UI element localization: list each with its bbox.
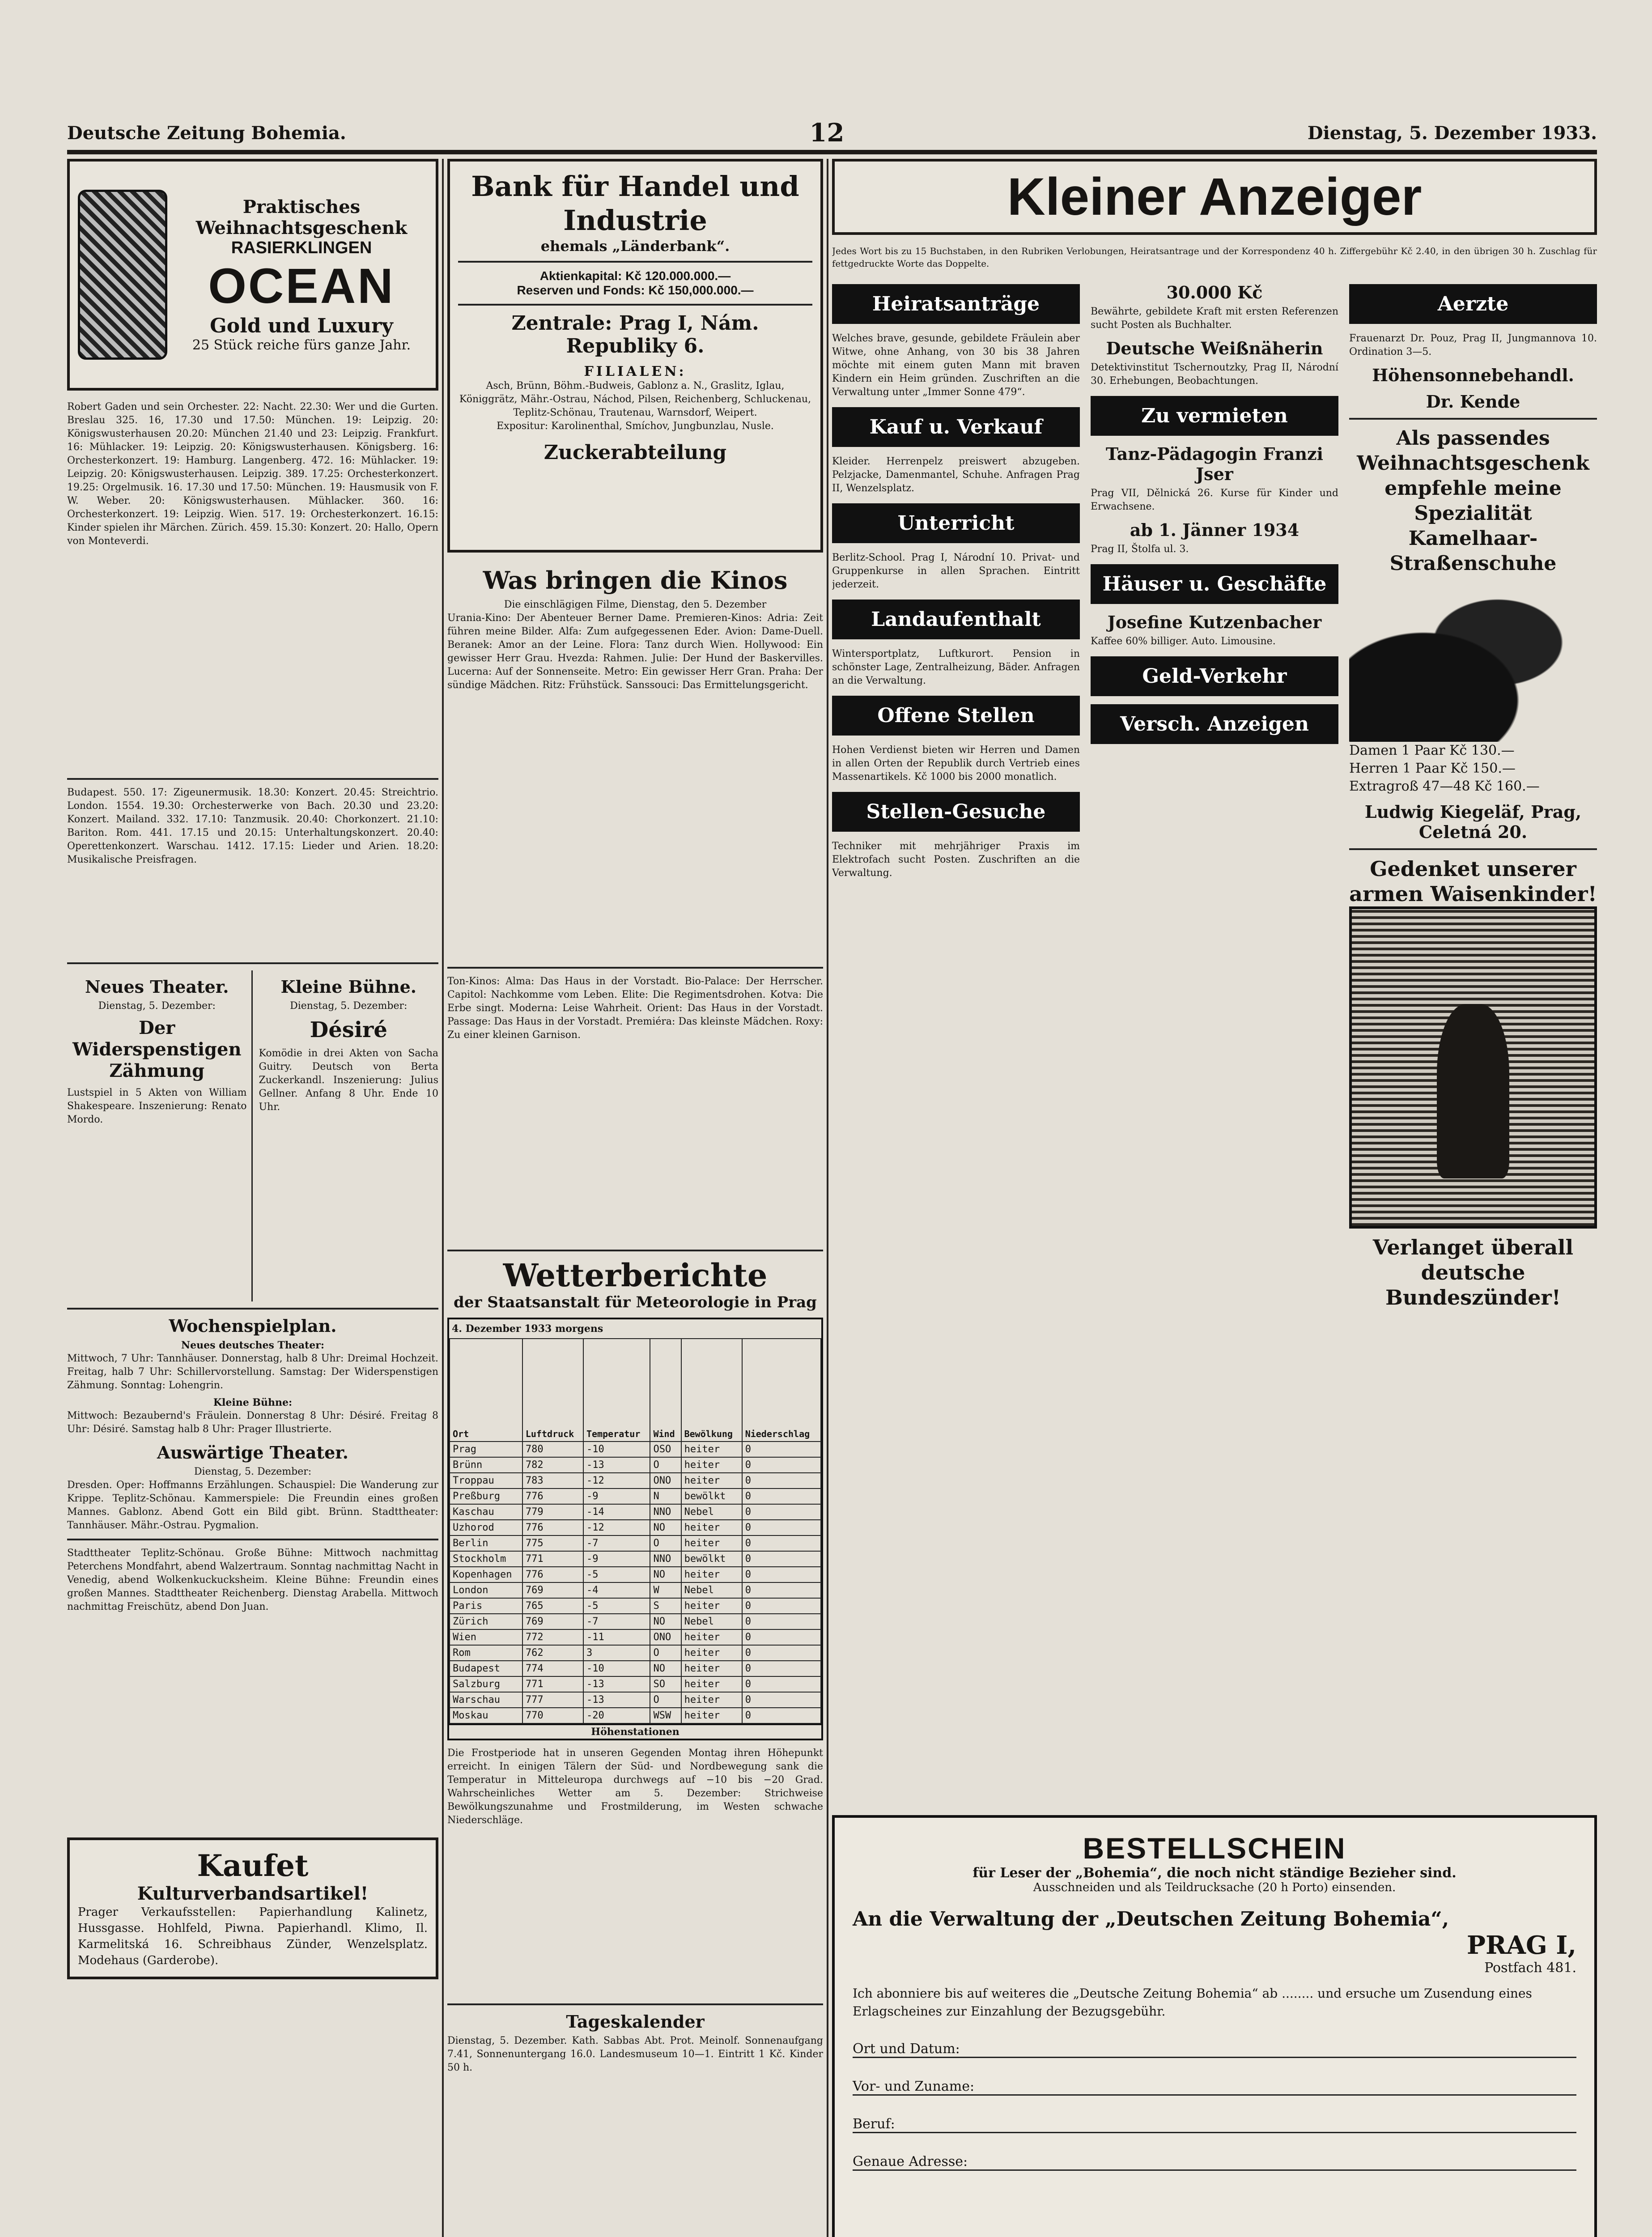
weather-cell: -20 [583,1708,650,1723]
classified-text: Prag II, Štolfa ul. 3. [1091,544,1189,555]
divider [1349,848,1597,850]
weather-row [450,1488,821,1504]
weather-cell: 772 [522,1629,583,1645]
classified-head: Josefine Kutzenbacher [1107,612,1322,632]
weather-title: Wetterberichte [503,1257,768,1294]
weather-cell: 771 [522,1676,583,1692]
weather-cell: heiter [681,1661,742,1676]
weather-cell: Berlin [450,1535,522,1551]
weather-row [450,1504,821,1520]
kino-subtitle: Die einschlägigen Filme, Dienstag, den 5. Dezember [504,599,767,610]
divider [67,1308,438,1310]
ad-subtitle: Weihnachtsgeschenk [195,217,408,238]
weather-cell: 0 [742,1708,821,1723]
category-label: Unterricht [832,503,1080,543]
issue-date: Dienstag, 5. Dezember 1933. [1307,122,1597,144]
classified-text: Prag VII, Dělnická 26. Kurse für Kinder und Erwachsene. [1091,488,1338,512]
auswaertige-text: Dresden. Oper: Hoffmanns Erzählungen. Schauspiel: Die Wanderung zur Krippe. Teplitz-Schönau. Kammerspiele: Die Freundin eines großen Mannes. Gablonz. Abend Gott ein Bild gibt. Brünn. Stadttheater: Tannhäuser. Mähr.-Ostrau. Pygmalion. [67,1480,438,1531]
weather-col-header: Temperatur [583,1339,650,1442]
divider [67,1539,438,1540]
bank-capital: Aktienkapital: Kč 120.000.000.— [539,269,731,283]
weather-table-wrap [447,1318,823,1740]
wochenspielplan-text2: Mittwoch: Bezaubernd's Fräulein. Donnerstag 8 Uhr: Désiré. Freitag 8 Uhr: Désiré. Samstag halb 8 Uhr: Prager Illustrierte. [67,1410,438,1435]
column-classifieds [832,159,1597,2237]
divider [447,967,823,969]
weather-cell: heiter [681,1567,742,1582]
classified-text: Wintersportplatz, Luftkurort. Pension in schönster Lage, Zentralheizung, Bäder. Anfragen an die Verwaltung. [832,648,1080,686]
weather-cell: heiter [681,1457,742,1473]
weather-cell: Warschau [450,1692,522,1708]
weather-cell: 780 [522,1442,583,1457]
weather-cell: Preßburg [450,1488,522,1504]
weather-cell: NO [650,1567,681,1582]
weather-cell: -12 [583,1520,650,1535]
weather-cell: 776 [522,1567,583,1582]
wochenspielplan-text: Mittwoch, 7 Uhr: Tannhäuser. Donnerstag, halb 8 Uhr: Dreimal Hochzeit. Freitag, halb 7 Uhr: Schillervorstellung. Samstag: Der Widerspenstigen Zähmung. Sonntag: Lohengrin. [67,1353,438,1391]
weather-cell: 762 [522,1645,583,1661]
kleiner-anzeiger-title: Kleiner Anzeiger [1007,167,1422,226]
kino-text: Urania-Kino: Der Abenteuer Berner Dame. Premieren-Kinos: Adria: Zeit führen meine Bilder. Alfa: Zum aufgegessenen Eder. Avion: Dame-Duell. Beranek: Amor an der Leine. Flora: Tanz durch Wien. Hollywood: Ein gewisser Herr Grau. Hvezda: Rahmen. Julie: Der Hund der Baskervilles. Lucerna: Auf der Sonnenseite. Metro: Ein gewisser Herr Gran. Praha: Der sündige Mädchen. Ritz: Frühstück. Sanssouci: Das Ermittelungsgericht. [447,612,823,691]
weather-cell: heiter [681,1598,742,1614]
kaufet-ad [67,1837,438,1979]
radio-program: Robert Gaden und sein Orchester. 22: Nacht. 22.30: Wer und die Gurten. Breslau 325. 16, 17.30 und 17.50: München. 19: Leipzig. 20: Königswusterhausen 20.20: München 21.40 und 23: Leipzig. Frankfurt. 16: Mühlacker. 19: Leipzig. 20: Königswusterhausen. Königsberg. 16: Orchesterkonzert. 19: Hamburg. Langenberg. 472. 16: Mühlacker. 19: Leipzig. 20: Königswusterhausen. Leipzig. 389. 17.25: Orchesterkonzert. 19.25: Orgelmusik. 16. 17.30 und 17.50: München. 19: Hausmusik von F. W. Weber. 20: Königswusterhausen. Mühlacker. 360. 16: Orchesterkonzert. 19: Leipzig. Wien. 517. 19: Orchesterkonzert. 16.15: Kinder spielen ihr Märchen. Zürich. 459. 15.30: Konzert. 20: Hallo, Opern von Monteverdi. [67,401,438,547]
classified-text: Kaffee 60% billiger. Auto. Limousine. [1091,636,1276,647]
weather-col-header: Wind [650,1339,681,1442]
ad-subtitle2: RASIERKLINGEN [231,238,372,257]
weather-row [450,1708,821,1723]
weather-cell: 3 [583,1645,650,1661]
category-label: Heiratsanträge [832,284,1080,324]
weather-cell: 783 [522,1473,583,1488]
weather-cell: heiter [681,1629,742,1645]
weather-cell: 775 [522,1535,583,1551]
weather-cell: Wien [450,1629,522,1645]
divider [67,778,438,780]
weather-cell: Rom [450,1645,522,1661]
theater-title: Neues Theater. [85,977,229,997]
weather-cell: 0 [742,1582,821,1598]
weather-cell: -10 [583,1661,650,1676]
weather-cell: heiter [681,1692,742,1708]
weather-cell: 0 [742,1520,821,1535]
weather-cell: O [650,1645,681,1661]
auswaertige-title: Auswärtige Theater. [157,1442,349,1463]
category-haeuser: Häuser u. Geschäfte [1091,564,1338,604]
weather-cell: heiter [681,1535,742,1551]
weather-row [450,1520,821,1535]
bank-expositur: Expositur: Karolinenthal, Smíchov, Jungbunzlau, Nusle. [497,421,774,432]
theater-play: Der Widerspenstigen Zähmung [72,1017,242,1081]
weather-row [450,1692,821,1708]
weather-cell: Kaschau [450,1504,522,1520]
ad-kicker: Praktisches [242,196,361,217]
weather-cell: 777 [522,1692,583,1708]
weather-cell: Moskau [450,1708,522,1723]
weather-cell: heiter [681,1442,742,1457]
weather-cell: SO [650,1676,681,1692]
weather-cell: 0 [742,1614,821,1629]
weather-cell: S [650,1598,681,1614]
weather-text: Die Frostperiode hat in unseren Gegenden Montag ihren Höhepunkt erreicht. In einigen Tälern der Süd- und Nordbewegung sank die Temperatur in Mitteleuropa durchwegs auf −10 bis −20 Grad. Wahrscheinliches Wetter am 5. Dezember: Strichweise Bewölkungszunahme und Frostmilderung, im Westen schwache Niederschläge. [447,1748,823,1826]
weather-cell: 0 [742,1645,821,1661]
weather-cell: 0 [742,1661,821,1676]
classified-text: Hohen Verdienst bieten wir Herren und Damen in allen Orten der Republik durch Vertrieb eines Massenartikels. Kč 1000 bis 2000 monatlich. [832,744,1080,783]
weather-cell: Stockholm [450,1551,522,1567]
weather-cell: -7 [583,1535,650,1551]
weather-cell: 0 [742,1629,821,1645]
bestellschein-title: BESTELLSCHEIN [1083,1832,1346,1865]
aerzte-text: Frauenarzt Dr. Pouz, Prag II, Jungmannova 10. Ordination 3—5. [1349,333,1597,357]
weather-cell: Nebel [681,1582,742,1598]
weather-cell: -13 [583,1676,650,1692]
price-list [1349,742,1597,795]
divider [67,962,438,964]
classified-col-a [832,276,1080,1815]
classified-text: Berlitz-School. Prag I, Národní 10. Privat- und Gruppenkurse in allen Sprachen. Eintritt jederzeit. [832,552,1080,590]
weather-row [450,1473,821,1488]
bank-central: Zentrale: Prag I, Nám. Republiky 6. [511,312,759,357]
theater-play: Désiré [310,1017,387,1042]
bank-former: ehemals „Länderbank“. [540,238,730,255]
weather-cell: 782 [522,1457,583,1473]
classified-text: Techniker mit mehrjähriger Praxis im Elektrofach sucht Posten. Zuschriften an die Verwaltung. [832,841,1080,879]
classified-intro: Jedes Wort bis zu 15 Buchstaben, in den Rubriken Verlobungen, Heiratsantrage und der Korrespondenz 40 h. Ziffergebühr Kč 2.40, in den übrigen 30 h. Zuschlag für fettgedruckte Worte das Doppelte. [832,246,1597,269]
weather-subtitle: der Staatsanstalt für Meteorologie in Prag [454,1293,817,1311]
weather-cell: heiter [681,1676,742,1692]
ad-brand: OCEAN [208,259,395,314]
bank-zucker: Zuckerabteilung [544,441,727,464]
weather-cell: Paris [450,1598,522,1614]
weather-cell: NNO [650,1504,681,1520]
weather-cell: 770 [522,1708,583,1723]
theater-text: Komödie in drei Akten von Sacha Guitry. Deutsch von Berta Zuckerkandl. Inszenierung: Julius Gellner. Anfang 8 Uhr. Ende 10 Uhr. [259,1048,438,1113]
bank-ad [447,159,823,553]
bestellschein-intro: für Leser der „Bohemia“, die noch nicht ständige Bezieher sind. [973,1865,1457,1881]
weather-cell: 776 [522,1520,583,1535]
classified-grid [832,276,1597,1815]
weather-cell: W [650,1582,681,1598]
weather-cell: 765 [522,1598,583,1614]
weather-cell: 771 [522,1551,583,1567]
orphanage-emblem-image [1349,906,1597,1229]
theater-date: Dienstag, 5. Dezember: [98,1000,216,1012]
divider [458,261,812,263]
page-header [67,117,1597,149]
field-job[interactable]: Beruf: [853,2106,1576,2133]
ad-variant: Gold und Luxury [210,315,393,337]
weather-cell: 0 [742,1551,821,1567]
weather-col-header: Niederschlag [742,1339,821,1442]
weather-cell: ONO [650,1473,681,1488]
classified-text: Bewährte, gebildete Kraft mit ersten Referenzen sucht Posten als Buchhalter. [1091,306,1338,331]
weather-cell: 769 [522,1582,583,1598]
weather-cell: 779 [522,1504,583,1520]
bank-title: Bank für Handel und Industrie [471,170,799,237]
column-left [67,159,438,2237]
classified-col-b [1091,276,1338,1815]
weather-cell: Zürich [450,1614,522,1629]
weather-cell: OSO [650,1442,681,1457]
weather-cell: 0 [742,1504,821,1520]
weather-cell: London [450,1582,522,1598]
weather-cell: 0 [742,1598,821,1614]
gedenket-text: Gedenket unserer armen Waisenkinder! [1349,857,1597,906]
column-rule [442,159,444,2237]
verlanget-text: Verlanget überall deutsche Bundeszünder! [1372,1235,1574,1310]
price-line: Herren 1 Paar Kč 150.— [1349,761,1516,776]
weather-cell: NNO [650,1551,681,1567]
wochenspielplan-sub2: Kleine Bühne: [213,1397,293,1408]
weather-row [450,1535,821,1551]
dr-kende: Dr. Kende [1426,391,1520,412]
wochenspielplan-sub: Neues deutsches Theater: [181,1340,324,1351]
column-rule [827,159,828,2237]
weather-cell: -13 [583,1457,650,1473]
radio-program-2: Budapest. 550. 17: Zigeunermusik. 18.30: Konzert. 20.45: Streichtrio. London. 1554. 19.30: Orchesterwerke von Bach. 20.30 und 23.20: Konzert. Mailand. 332. 17.10: Tanzmusik. 20.40: Chorkonzert. 21.10: Bariton. Rom. 441. 17.15 und 20.15: Unterhaltungskonzert. 20.40: Operettenkonzert. Warschau. 1412. 17.15: Lieder und Arien. 18.20: Musikalische Preisfragen. [67,787,438,865]
hoehen-label: Höhenstationen [449,1724,821,1739]
divider [447,1250,823,1251]
bestellschein-postfach: Postfach 481. [1484,1960,1576,1976]
weather-cell: Nebel [681,1614,742,1629]
kaufet-title: Kaufet [197,1848,309,1883]
classified-text: Kleider. Herrenpelz preiswert abzugeben. Pelzjacke, Damenmantel, Schuhe. Anfragen Prag II, Wenzelsplatz. [832,456,1080,494]
kino-text-2: Ton-Kinos: Alma: Das Haus in der Vorstadt. Bio-Palace: Der Herrscher. Capitol: Nachkomme vom Leben. Elite: Die Regimentsdrohen. Kotva: Die Erbe singt. Moderna: Leise Wahrheit. Orient: Das Haus in der Vorstadt. Passage: Das Haus in der Vorstadt. Premiéra: Das kleinste Mädchen. Roxy: Zu einer kleinen Garnison. [447,976,823,1041]
weather-row [450,1645,821,1661]
weather-cell: heiter [681,1645,742,1661]
bank-reserves: Reserven und Fonds: Kč 150,000.000.— [517,283,754,297]
weather-cell: -12 [583,1473,650,1488]
price-line: Extragroß 47—48 Kč 160.— [1349,778,1540,794]
divider [1349,418,1597,420]
bank-filialen: Asch, Brünn, Böhm.-Budweis, Gablonz a. N., Graslitz, Iglau, Königgrätz, Mähr.-Ostrau, Náchod, Pilsen, Reichenberg, Schluckenau, Teplitz-Schönau, Trautenau, Warnsdorf, Weipert. [459,380,811,418]
classified-text: Detektivinstitut Tschernoutzky, Prag II, Národní 30. Erhebungen, Beobachtungen. [1091,362,1338,387]
weather-cell: heiter [681,1708,742,1723]
weather-cell: -10 [583,1442,650,1457]
tageskalender-title: Tageskalender [566,2012,705,2032]
category-geld: Geld-Verkehr [1091,656,1338,696]
weather-cell: ONO [650,1629,681,1645]
price-line: Damen 1 Paar Kč 130.— [1349,743,1515,758]
weather-cell: Nebel [681,1504,742,1520]
weather-row [450,1457,821,1473]
weather-cell: 0 [742,1692,821,1708]
paper-name: Deutsche Zeitung Bohemia. [67,122,346,144]
header-rule [67,150,1597,154]
ocean-ad [67,159,438,391]
category-vermieten: Zu vermieten [1091,396,1338,436]
weather-cell: 0 [742,1473,821,1488]
divider [447,2003,823,2005]
theater-date: Dienstag, 5. Dezember: [290,1000,408,1012]
classified-head: Deutsche Weißnäherin [1106,338,1323,358]
classified-head: Tanz-Pädagogin Franzi Jser [1106,444,1323,484]
weather-cell: Kopenhagen [450,1567,522,1582]
weather-cell: NO [650,1520,681,1535]
divider [458,304,812,306]
weather-cell: Prag [450,1442,522,1457]
field-address[interactable]: Genaue Adresse: [853,2144,1576,2171]
field-date[interactable]: Ort und Datum: [853,2031,1576,2058]
weather-cell: -9 [583,1488,650,1504]
weather-cell: Troppau [450,1473,522,1488]
tageskalender-text: Dienstag, 5. Dezember. Kath. Sabbas Abt. Prot. Meinolf. Sonnenaufgang 7.41, Sonnenuntergang 16.0. Landesmuseum 10—1. Eintritt 1 Kč. Kinder 50 h. [447,2035,823,2073]
weather-row [450,1582,821,1598]
weather-cell: 0 [742,1488,821,1504]
theater-text: Lustspiel in 5 Akten von William Shakespeare. Inszenierung: Renato Mordo. [67,1087,247,1125]
weather-cell: 769 [522,1614,583,1629]
weather-col-header: Luftdruck [522,1339,583,1442]
razor-blade-image [78,190,167,360]
column-middle [447,159,823,2237]
weather-cell: O [650,1457,681,1473]
weather-row [450,1614,821,1629]
category-versch: Versch. Anzeigen [1091,704,1338,744]
weather-cell: 774 [522,1661,583,1676]
weather-cell: -11 [583,1629,650,1645]
weather-row [450,1598,821,1614]
weather-cell: WSW [650,1708,681,1723]
weather-cell: NO [650,1661,681,1676]
weather-cell: -7 [583,1614,650,1629]
weather-cell: -4 [583,1582,650,1598]
weather-cell: -9 [583,1551,650,1567]
weather-cell: 0 [742,1457,821,1473]
bank-filialen-label: FILIALEN: [584,364,687,379]
kaufet-text: Prager Verkaufsstellen: Papierhandlung Kalinetz, Hussgasse. Hohlfeld, Piwna. Papierhandl. Klimo, Il. Karmelitská 16. Schreibhaus Zünder, Wenzelsplatz. Modehaus (Garderobe). [78,1905,428,1967]
category-label: Offene Stellen [832,696,1080,736]
bestellschein-cut: Ausschneiden und als Teildrucksache (20 h Porto) einsenden. [1033,1881,1396,1894]
wochenspielplan-title: Wochenspielplan. [169,1316,337,1336]
weather-cell: Brünn [450,1457,522,1473]
weather-cell: O [650,1692,681,1708]
weather-col-header: Ort [450,1339,522,1442]
category-label: Landaufenthalt [832,600,1080,639]
shoe-image [1349,576,1597,742]
weather-cell: 0 [742,1535,821,1551]
weather-col-header: Bewölkung [681,1339,742,1442]
weather-table [449,1338,821,1724]
theater-title: Kleine Bühne. [280,977,417,997]
weather-cell: -5 [583,1567,650,1582]
weather-cell: 0 [742,1442,821,1457]
weather-cell: Uzhorod [450,1520,522,1535]
weather-cell: -5 [583,1598,650,1614]
weather-cell: N [650,1488,681,1504]
kino-title: Was bringen die Kinos [483,566,788,595]
weather-row [450,1551,821,1567]
weather-cell: 0 [742,1567,821,1582]
bestellschein-city: PRAG I, [1466,1931,1576,1960]
weather-cell: 0 [742,1676,821,1692]
weather-cell: NO [650,1614,681,1629]
weather-cell: heiter [681,1473,742,1488]
kaufet-sub: Kulturverbandsartikel! [137,1883,369,1904]
stadttheater-text: Stadttheater Teplitz-Schönau. Große Bühne: Mittwoch nachmittag Peterchens Mondfahrt, abend Walzertraum. Sonntag nachmittag Nacht in Venedig, abend Wolkenkuckucksheim. Kleine Bühne: Freundin eines großen Mannes. Stadttheater Reichenberg. Dienstag Arabella. Mittwoch nachmittag Freischütz, abend Don Juan. [67,1548,438,1612]
classified-col-c [1349,276,1597,1815]
shop-name: Ludwig Kiegeläf, Prag, Celetná 20. [1364,802,1582,842]
field-name[interactable]: Vor- und Zuname: [853,2069,1576,2096]
category-aerzte: Aerzte [1349,284,1597,324]
weather-date: 4. Dezember 1933 morgens [452,1323,603,1335]
weather-row [450,1676,821,1692]
theater-listings [67,970,438,1301]
weather-row [450,1442,821,1457]
weather-cell: -14 [583,1504,650,1520]
bestellschein-form [832,1815,1597,2237]
weather-cell: Salzburg [450,1676,522,1692]
hoehensonne: Höhensonnebehandl. [1372,365,1574,385]
auswaertige-date: Dienstag, 5. Dezember: [194,1466,312,1477]
weather-cell: bewölkt [681,1551,742,1567]
classified-text: Welches brave, gesunde, gebildete Fräulein aber Witwe, ohne Anhang, von 30 bis 38 Jahren möchte mit einem guten Mann mit braven Kindern ein Heim gründen. Zuschriften an die Verwaltung unter „Immer Sonne 479“. [832,333,1080,398]
bestellschein-body: Ich abonniere bis auf weiteres die „Deutsche Zeitung Bohemia“ ab ........ und ersuche um Zusendung eines Erlagscheines zur Einzahlung der Bezugsgebühr. [853,1986,1532,2019]
classified-head: 30.000 Kč [1166,282,1263,302]
weather-cell: heiter [681,1520,742,1535]
kleiner-anzeiger-banner [832,159,1597,235]
weather-cell: O [650,1535,681,1551]
weather-cell: -13 [583,1692,650,1708]
weather-row [450,1567,821,1582]
weather-cell: bewölkt [681,1488,742,1504]
category-label: Kauf u. Verkauf [832,407,1080,447]
page-number: 12 [809,118,845,148]
ad-pack: 25 Stück reiche fürs ganze Jahr. [192,337,411,353]
weather-cell: Budapest [450,1661,522,1676]
shoe-ad-headline: Als passendes Weihnachtsgeschenk empfehle meine Spezialität Kamelhaar-Straßenschuhe [1357,427,1589,575]
weather-row [450,1661,821,1676]
bestellschein-to: An die Verwaltung der „Deutschen Zeitung Bohemia“, [853,1908,1449,1931]
weather-cell: 776 [522,1488,583,1504]
category-label: Stellen-Gesuche [832,792,1080,832]
weather-row [450,1629,821,1645]
classified-head: ab 1. Jänner 1934 [1130,520,1300,540]
